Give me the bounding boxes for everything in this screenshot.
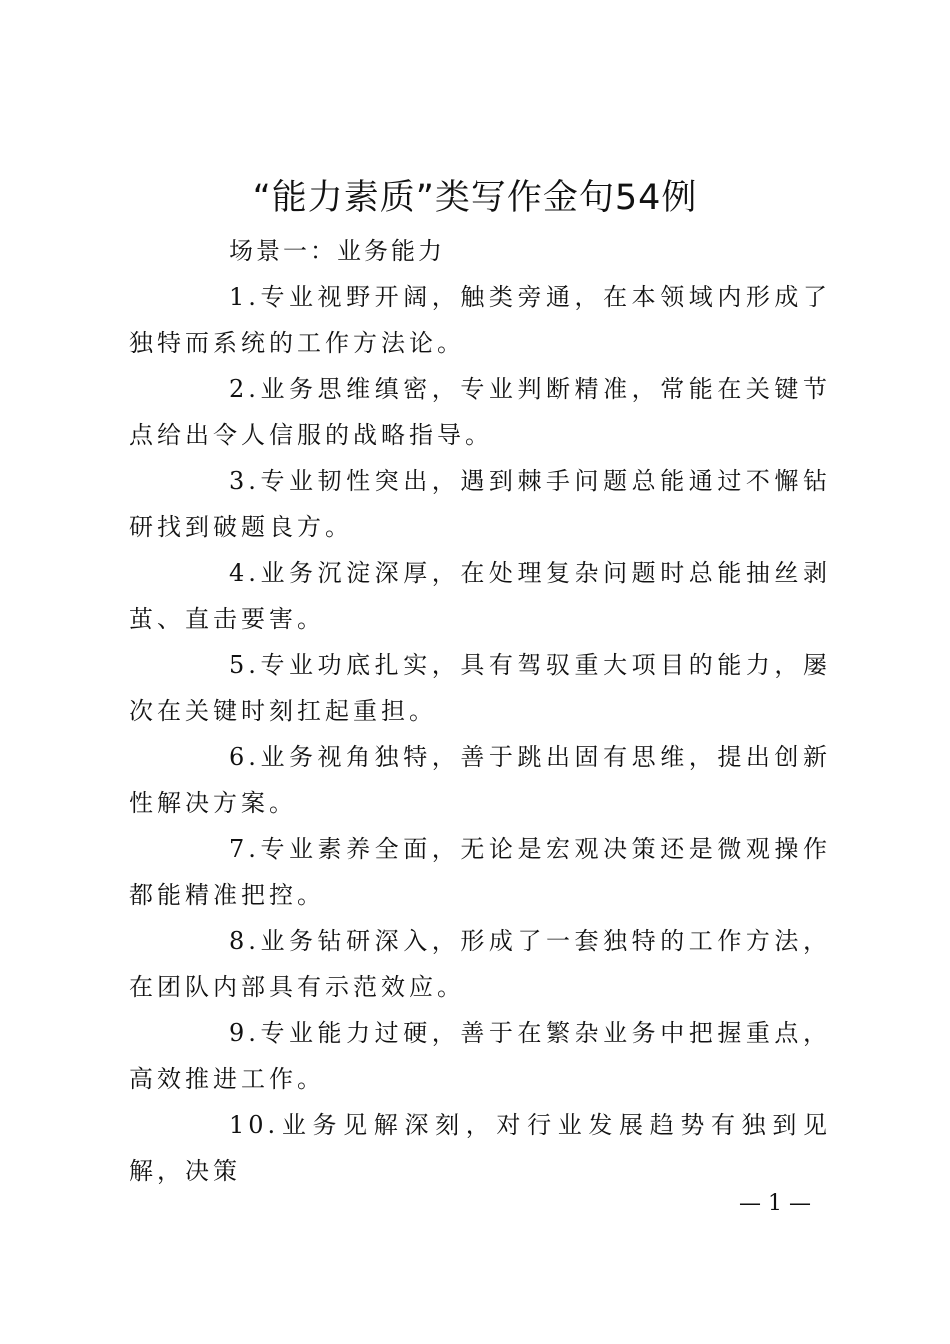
paragraph: 10.业务见解深刻，对行业发展趋势有独到见解，决策	[129, 1111, 831, 1185]
paragraph: 3.专业韧性突出，遇到棘手问题总能通过不懈钻研找到破题良方。	[129, 467, 831, 541]
paragraph: 1.专业视野开阔，触类旁通，在本领域内形成了独特而系统的工作方法论。	[129, 283, 831, 357]
document-body	[129, 228, 831, 1194]
paragraph: 8.业务钻研深入，形成了一套独特的工作方法，在团队内部具有示范效应。	[129, 927, 831, 1001]
page-number: — 1 —	[739, 1191, 811, 1216]
paragraph: 6.业务视角独特，善于跳出固有思维，提出创新性解决方案。	[129, 743, 831, 817]
paragraph: 4.业务沉淀深厚，在处理复杂问题时总能抽丝剥茧、直击要害。	[129, 559, 831, 633]
paragraph: 9.专业能力过硬，善于在繁杂业务中把握重点，高效推进工作。	[129, 1019, 831, 1093]
paragraph: 7.专业素养全面，无论是宏观决策还是微观操作都能精准把控。	[129, 835, 831, 909]
paragraph: 5.专业功底扎实，具有驾驭重大项目的能力，屡次在关键时刻扛起重担。	[129, 651, 831, 725]
document-title: “能力素质”类写作金句54例	[252, 178, 698, 218]
paragraph: 2.业务思维缜密，专业判断精准，常能在关键节点给出令人信服的战略指导。	[129, 375, 831, 449]
section-heading: 场景一：业务能力	[229, 237, 445, 265]
